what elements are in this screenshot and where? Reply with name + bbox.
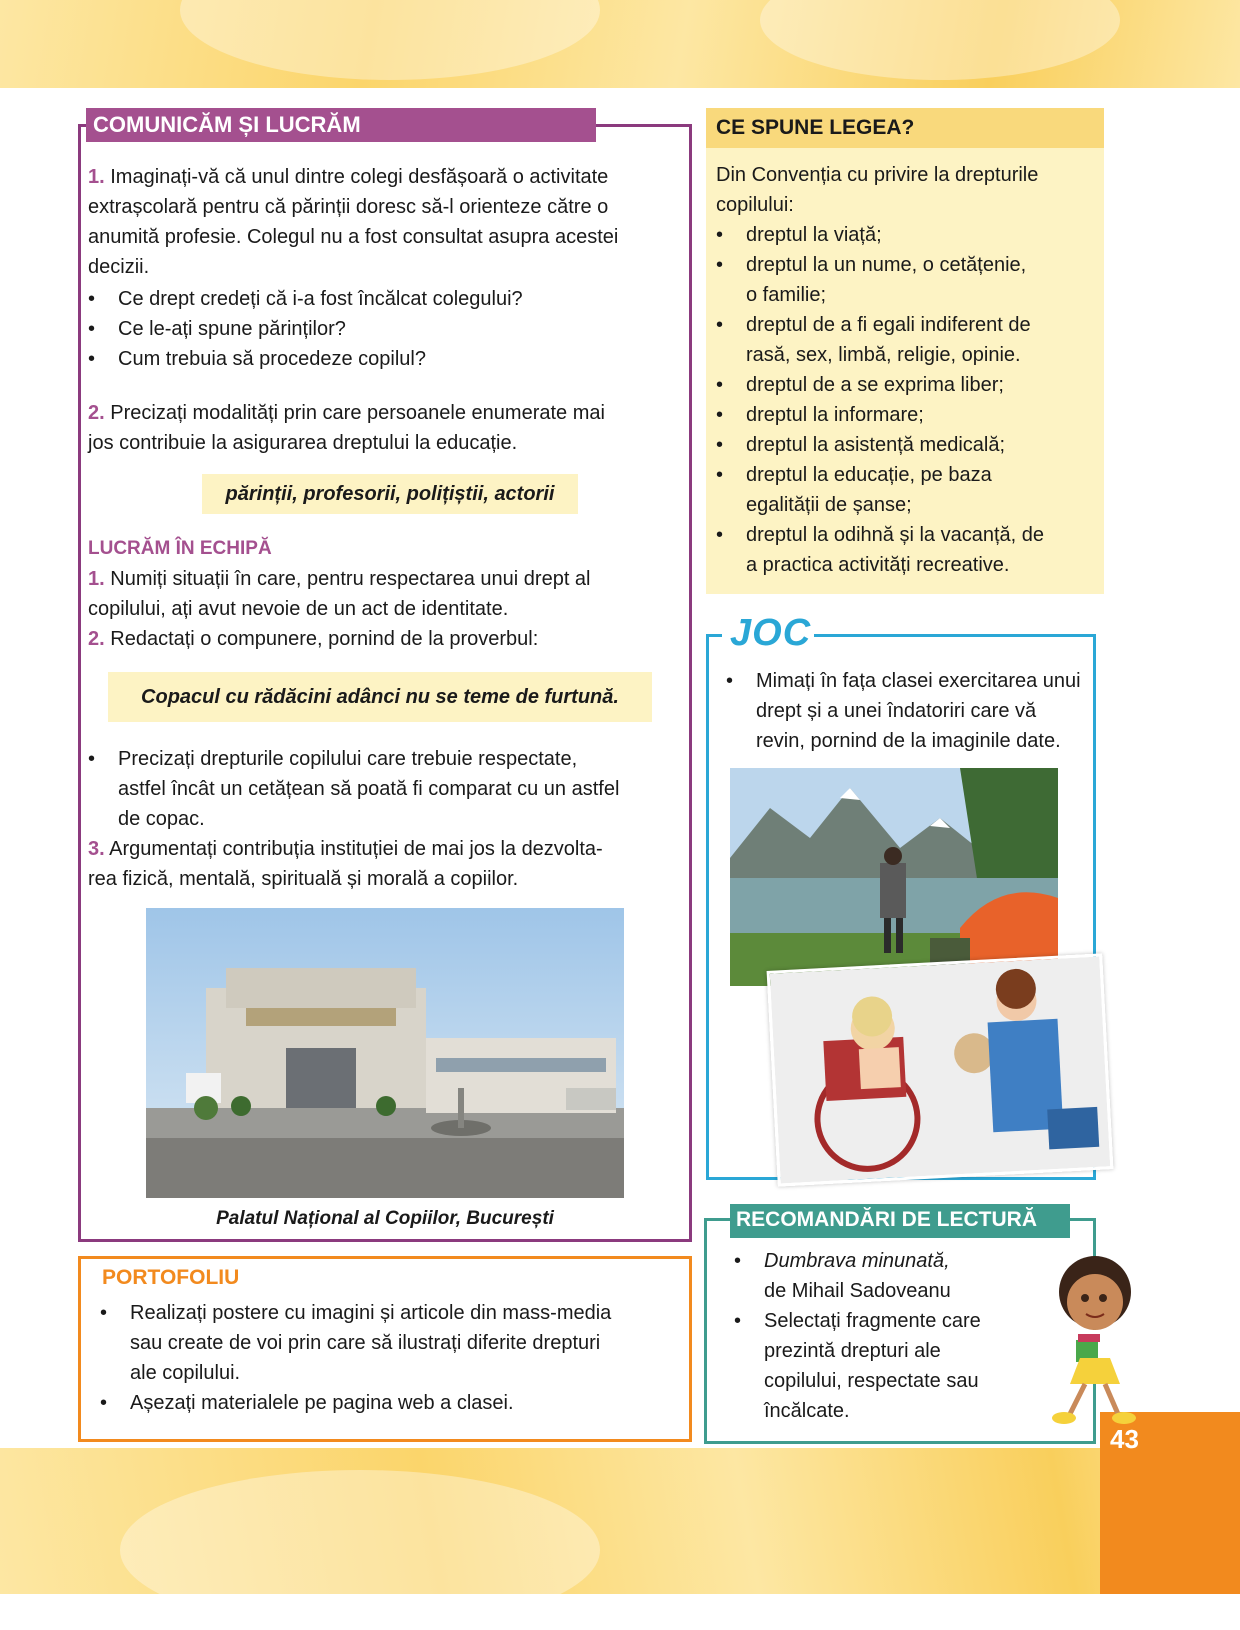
law-right-text: dreptul la asistență medicală; [746,434,1006,456]
law-right-text: dreptul la informare; [746,404,924,426]
joc-line-2: drept și a unei îndatoriri care vă [756,700,1037,722]
bullet-icon: • [716,314,724,336]
law-right-text: a practica activități recreative. [746,554,1010,576]
portofoliu-item-line-3: ale copilului. [130,1362,241,1384]
bullet-icon: • [726,670,734,692]
team-2-bullet-line-1: Precizați drepturile copilului care trebuie respectate, [118,748,578,770]
exercise-2-number: 2. [88,402,105,424]
law-right-text: dreptul de a se exprima liber; [746,374,1004,396]
book-title: Dumbrava minunată, [764,1250,950,1272]
law-title: CE SPUNE LEGEA? [716,116,915,139]
reading-item-line-2: prezintă drepturi ale [764,1340,941,1362]
bullet-icon: • [716,524,724,546]
portofoliu-item-text: Așezați materialele pe pagina web a clasei. [130,1392,514,1414]
mountain-lake-photo [730,768,1058,986]
mountain-lake-illustration [730,768,1058,986]
bullet-icon: • [88,748,96,770]
bullet-icon: • [716,404,724,426]
law-intro-line-2: copilului: [716,194,794,216]
comunicam-title: COMUNICĂM ȘI LUCRĂM [93,112,361,137]
law-right-item [716,400,1096,430]
exercise-1-line-3: anumită profesie. Colegul nu a fost consultat asupra acestei [88,226,619,248]
reading-item-line-3: copilului, respectate sau [764,1370,979,1392]
exercise-2-line-1: Precizați modalități prin care persoanele enumerate mai [110,402,605,424]
law-right-text: dreptul la educație, pe baza [746,464,992,486]
law-right-item [716,520,1096,580]
law-right-item [716,430,1096,460]
portofoliu-item-line-1: Realizați postere cu imagini și articole din mass-media [130,1302,612,1324]
team-1-line-2: copilului, ați avut nevoie de un act de identitate. [88,598,509,620]
law-right-text: dreptul de a fi egali indiferent de [746,314,1031,336]
team-2-line-1: Redactați o compunere, pornind de la proverbul: [110,628,539,650]
exercise-1-line-4: decizii. [88,256,150,278]
law-intro-line-1: Din Convenția cu privire la drepturile [716,164,1039,186]
law-right-text: dreptul la odihnă și la vacanță, de [746,524,1044,546]
law-right-item [716,370,1096,400]
question-item [88,344,680,374]
portofoliu-title: PORTOFOLIU [102,1266,240,1289]
team-2-bullet-line-3: de copac. [118,808,205,830]
palace-photo [146,908,624,1198]
exercise-2-line-2: jos contribuie la asigurarea dreptului la educație. [88,432,518,454]
law-right-item [716,250,1096,310]
palace-caption: Palatul Național al Copiilor, București [216,1208,554,1229]
question-text: Cum trebuia să procedeze copilul? [118,348,426,370]
exercise-2-text [88,398,680,428]
wheelchair-nurse-photo [767,953,1114,1186]
bullet-icon: • [88,288,96,310]
law-right-item [716,460,1096,520]
bullet-icon: • [734,1250,742,1272]
exercise-1-text [88,162,680,192]
book-author: de Mihail Sadoveanu [764,1280,951,1302]
bullet-icon: • [716,374,724,396]
exercise-1-line-1: Imaginați-vă că unul dintre colegi desfășoară o activitate [110,166,609,188]
joc-line-1: Mimați în fața clasei exercitarea unui [756,670,1081,692]
band-highlight [120,1470,600,1630]
question-item [88,314,680,344]
team-1-number: 1. [88,568,105,590]
exercise-1-number: 1. [88,166,105,188]
exercise-1-line-2: extrașcolară pentru că părinții doresc să-l orienteze către o [88,196,609,218]
team-3-text [88,834,680,864]
question-text: Ce le-ați spune părinților? [118,318,346,340]
reading-item [734,1246,1044,1306]
bullet-icon: • [734,1310,742,1332]
team-work-heading: LUCRĂM ÎN ECHIPĂ [88,538,272,559]
reading-item-line-4: încălcate. [764,1400,850,1422]
law-right-item [716,220,1096,250]
law-right-text: rasă, sex, limbă, religie, opinie. [746,344,1021,366]
joc-title: JOC [730,612,812,654]
bullet-icon: • [100,1392,108,1414]
question-text: Ce drept credeți că i-a fost încălcat colegului? [118,288,523,310]
law-right-text: o familie; [746,284,827,306]
portofoliu-item-line-2: sau create de voi prin care să ilustrați diferite drepturi [130,1332,601,1354]
team-2-bullet [88,744,680,834]
reading-item [734,1306,1044,1426]
team-3-line-2: rea fizică, mentală, spirituală și morală a copiilor. [88,868,519,890]
girl-with-book-illustration [1040,1254,1140,1434]
wheelchair-nurse-illustration [770,957,1111,1184]
bullet-icon: • [716,254,724,276]
team-2-bullet-line-2: astfel încât un cetățean să poată fi comparat cu un astfel [118,778,620,800]
proverb-ribbon: Copacul cu rădăcini adânci nu se teme de furtună. [108,672,652,722]
bullet-icon: • [716,224,724,246]
girl-icon [1040,1254,1140,1434]
bullet-icon: • [100,1302,108,1324]
bullet-icon: • [88,318,96,340]
team-3-line-1: Argumentați contribuția instituției de mai jos la dezvolta- [109,838,603,860]
palace-illustration [146,908,624,1198]
bullet-icon: • [716,434,724,456]
team-2-number: 2. [88,628,105,650]
bullet-icon: • [716,464,724,486]
law-right-text: dreptul la un nume, o cetățenie, [746,254,1027,276]
persons-ribbon: părinții, profesorii, polițiștii, actorii [202,474,578,514]
team-1-line-1: Numiți situații în care, pentru respectarea unui drept al [110,568,591,590]
law-right-item [716,310,1096,370]
law-right-text: egalității de șanse; [746,494,912,516]
portofoliu-item [100,1298,680,1388]
team-1-text [88,564,680,594]
bullet-icon: • [88,348,96,370]
reading-title: RECOMANDĂRI DE LECTURĂ [736,1208,1037,1231]
law-right-text: dreptul la viață; [746,224,882,246]
team-2-text [88,624,680,654]
portofoliu-item [100,1388,680,1418]
page-number: 43 [1110,1424,1139,1454]
question-item [88,284,680,314]
team-3-number: 3. [88,838,105,860]
reading-item-line-1: Selectați fragmente care [764,1310,981,1332]
joc-line-3: revin, pornind de la imaginile date. [756,730,1061,752]
joc-item [726,666,1092,756]
